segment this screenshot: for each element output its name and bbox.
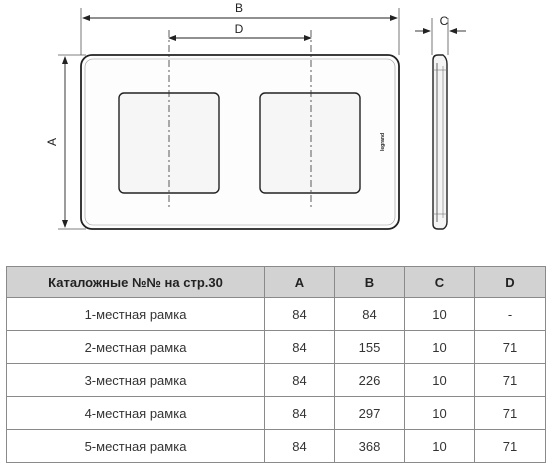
dimension-d: [169, 22, 311, 38]
cell-b: 84: [335, 298, 405, 331]
dim-b-label: B: [234, 1, 244, 15]
header-a: A: [265, 267, 335, 298]
dim-d-label: D: [234, 22, 244, 36]
dimension-c: [415, 14, 466, 55]
cell-name: 1-местная рамка: [7, 298, 265, 331]
cell-c: 10: [405, 298, 475, 331]
table-row: [7, 331, 546, 364]
cell-b: 297: [335, 397, 405, 430]
dimensions-table: [6, 266, 546, 463]
header-b: B: [335, 267, 405, 298]
table-row: [7, 430, 546, 463]
cell-c: 10: [405, 430, 475, 463]
cell-a: 84: [265, 364, 335, 397]
header-d: D: [475, 267, 546, 298]
cell-name: 3-местная рамка: [7, 364, 265, 397]
cell-d: 71: [475, 331, 546, 364]
table-row: [7, 397, 546, 430]
cell-d: 71: [475, 364, 546, 397]
dimension-a: [45, 55, 86, 229]
cell-name: 5-местная рамка: [7, 430, 265, 463]
cell-b: 368: [335, 430, 405, 463]
frame-opening-right: [260, 93, 360, 193]
header-catalog: Каталожные №№ на стр.30: [7, 267, 265, 298]
cell-d: -: [475, 298, 546, 331]
frame-side-view: [433, 55, 447, 229]
cell-a: 84: [265, 397, 335, 430]
cell-d: 71: [475, 397, 546, 430]
cell-c: 10: [405, 364, 475, 397]
table-row: [7, 364, 546, 397]
cell-name: 4-местная рамка: [7, 397, 265, 430]
cell-a: 84: [265, 298, 335, 331]
dim-c-label: C: [439, 14, 449, 28]
cell-b: 155: [335, 331, 405, 364]
cell-name: 2-местная рамка: [7, 331, 265, 364]
cell-b: 226: [335, 364, 405, 397]
frame-front-view: [81, 30, 399, 229]
dim-a-label: A: [45, 137, 59, 147]
cell-d: 71: [475, 430, 546, 463]
cell-c: 10: [405, 397, 475, 430]
cell-c: 10: [405, 331, 475, 364]
brand-logo-text: legrand: [380, 132, 386, 152]
cell-a: 84: [265, 430, 335, 463]
table-header-row: [7, 267, 546, 298]
header-c: C: [405, 267, 475, 298]
cell-a: 84: [265, 331, 335, 364]
table-row: [7, 298, 546, 331]
